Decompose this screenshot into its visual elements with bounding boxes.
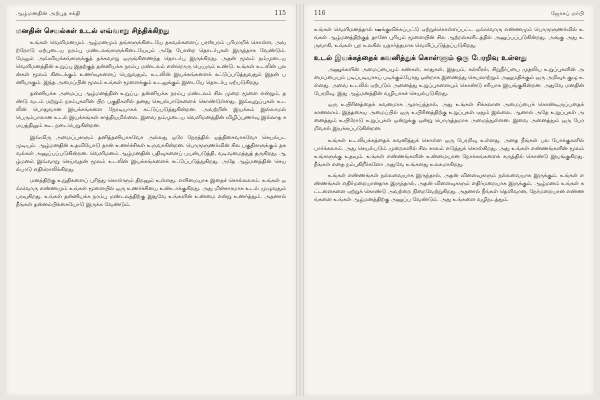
left-page-number: 115 <box>274 10 286 17</box>
left-paragraph-2: தன்னியக்க அமைப்பு ஆழ்மனத்தின் உறுப்பு. தன்னியக்க நரம்பு மண்டலம் சில முறை மூளை என்றும், தண்டு வடம் மற்றும் நரம்புகளின் பிற பகுதிகளில் தனது செயல்பாடுகளைக் கொண்டுள்ளது. இவ்வுறுப்புகள் உடலின் பொதுவான இயக்கங்களை நேரடியாகக் கட்டுப்படுத்துகின்றன. அவற்றின் இயக்கம் இல்லாமல் பெரும்பாலான உடல் இயக்கங்கள் சாத்தியமில்லை. இவை நம்முடைய வெளிமனத்தின் விழிப்புணர்வு இல்லாத சமயத்திலும் கூட நடைபெறுகின்றன. <box>16 91 286 130</box>
right-page-number: 116 <box>314 10 326 17</box>
right-running-title: ஜோசப் மர்பி <box>550 11 584 17</box>
left-paragraph-3: இவ்விரு அமைப்புகளும் தனித்தனியாகவோ அல்லது ஒரே நேரத்தில் ஒத்திசைவாகவோ செயல்பட முடியும். ஆழ்மனதின் உதவியோடு தான் உணர்ச்சிகள் உருவாகின்றன. பொருளுணர்வின் சில பகுதிகளுக்கும் தகவல்கள் அனுப்பப்படுகின்றன. வெளிமனம் ஆழ்மனதின் பதிவுகளைப் பயன்படுத்தி, வடிவமைத்துத் தருகிறது. ஆழ்மனம் இவ்வாறு செய்வதன் மூலம் உடலின் இயக்கங்களைக் கட்டுப்படுத்துகிறது. அதே ஆழ்மனத்தின் செயல்பாடு எதிரொலிக்கிறது. <box>16 134 286 173</box>
left-paragraph-4: மனத்திற்கு உறுதிகளைப் புரிந்து கொள்ளும் திறனும் உள்ளது. எளிமையாக இதைச் சொல்லலாம். உங்கள் ஒவ்வொரு எண்ணமும் உங்கள் மூளையில் ஒரு உணர்ச்சியை உண்டாக்குகிறது. அது மின்சாரமாக உடல் முழுவதும் பரவுகிறது. உங்கள் தன்னியக்க நரம்பு மண்டலத்திற்கு இதுவே உங்களின் உண்மை என்று உணர்த்தும். அதனால் நீங்கள் தன்னம்பிக்கையோடு இருக்க வேண்டும். <box>16 177 286 208</box>
book-gutter <box>299 4 301 396</box>
left-paragraph-1: உங்கள் வெளிமனமும் ஆழ்மனமும் தங்களுக்கிடையே தகவல்களைப் பரஸ்பரம் பரிமாறிக் கொள்ள, அவற்றோடு ஏற்புடைய நரம்பு மண்டலங்களுக்கிடையேயும் அதே போன்ற தொடர்புகள் இருந்தாக வேண்டும். மேலும் அவ்வியக்கங்களுக்குத் தக்கவாறு ஒருங்கிணைந்த தொடர்பு இருக்கிறது. அதன் மூலம் நம்முடைய வெளிமனத்தின் உறுப்பு இதற்குத் தன்னியக்க நரம்பு மண்டலம் என்றொரு பெயரும் உண்டு. உங்கள் உடலின் புலன்கள் மூலம் கிடைக்கும் உணர்வுகளைப் பெறுவதும், உடலின் இயக்கங்களைக் கட்டுப்படுத்துவதும் இதன் பணியாகும். இந்த அமைப்பின் மூலம் உங்கள் மூளைக்கும் உடலுக்கும் இடையே தொடர்பு ஏற்படுகிறது. <box>16 40 286 87</box>
left-running-title: ஆழ்மனதின் அற்புத சக்தி <box>16 11 81 17</box>
right-section-heading: உடல் இயக்கத்தைக் கவனித்துக் கொள்ளும் ஒரு பேரறிவு உள்ளது <box>314 53 528 63</box>
right-page <box>303 4 594 396</box>
left-page <box>6 4 297 396</box>
left-section-heading: மனதின் செயல்கள் உடல் எவ்வாறு சிந்திக்கிறது <box>16 26 170 35</box>
right-paragraph-4: உங்கள் எண்ணங்கள் நல்லவையாக இருந்தால், அதன் விளைவுகளும் நல்லவையாக இருக்கும். உங்கள் எண்ணங்கள் எதிர்மறையானதாக இருந்தால், அதன் விளைவுகளும் எதிர்மறையாக இருக்கும். ஆழ்மனம் உங்கள் கட்டளைகளை ஏற்றுக் கொண்டு அவற்றை நிறைவேற்றுகிறது. அதனால் நீங்கள் தெளிவான, நேர்மறையான எண்ணங்களை உங்கள் ஆழ்மனத்திற்கு அனுப்ப வேண்டும். அது உங்களை வழிநடத்தும். <box>314 172 584 203</box>
right-paragraph-3: உங்கள் உடலியக்கத்தைக் கவனித்துக் கொள்ள ஒரு பேரறிவு உள்ளது. அதை நீங்கள் பல போக்குகளில் பார்க்கலாம். அது செயல்படும் முறைகளில் சில காலம் எடுத்துக் கொள்கிறது. அது உங்கள் எண்ணங்களின் மூலம் உங்களுக்கு உதவும். உங்கள் எண்ணங்களின் உண்மையான நோக்கங்களைக் கருத்தில் கொண்டு இயங்குகிறது. நீங்கள் எதை நம்புகிறீர்களோ அதுவே உங்களது உலகமாகிறது. <box>314 137 584 168</box>
right-page-header <box>314 10 584 21</box>
right-intro-paragraph: உங்கள் வெளிமனத்தால் ஊக்குவிக்கப்பட்டு ஏற்றுக்கொள்ளப்பட்ட ஒவ்வொரு எண்ணமும் பொருளுணர்வில் உங்கள் ஆழ்மனத்திற்குத் தானே புரியும் மூளையின் சில ஆற்றல்களிடத்தில் அனுப்பப்படுகின்றது. அங்கு அது உருவாகி, உங்கள் புற உலகில் யதார்த்தமாக வெளிப்படுத்தப்படுகிறது. <box>314 27 584 50</box>
left-page-header <box>16 10 286 21</box>
right-paragraph-2: ஒரு உயிரினத்தைக் கவனமாக ஆராய்ந்தால், அது உங்கள் சிக்கலான அமைப்பைக் கொண்டிருப்பதைக் காணலாம். இத்தகைய அமைப்பில் ஒரு உயிரினத்திற்கு உறுப்புகள் ஏதும் இல்லை. ஆனால் அதே உறுப்புகள் அனைத்தும் உயிரோடு உறுப்புகள் ஒன்றுக்கு ஒன்று பொருத்தமாக அமைந்துள்ளன. இவை அனைத்தும் ஒரு பேரறிவால் இயக்கப்படுகின்றன. <box>314 102 584 133</box>
right-paragraph-1: அணுக்களின் அமைப்பையும் கண்கள், காதுகள், இதயம், கல்லீரல், சிறுநீர்ப்பை முதலிய உறுப்புகளின் அமைப்பையும் படிப்படியாகப் படிக்கும்போது ஒன்றாக இணைந்து செயலாற்றும் அனுமதிக்கும் ஒரு அறிவுக் குழு உள்ளது. அவை உடலில் ஏற்படும் அனைத்து உறுப்புகளையும் கொண்டு சரியாக இயங்குகின்றன. அதுவே மனதின் பேரறிவு. இது ஆழ்மனத்தின் வழியாகச் செயல்படுகிறது. <box>314 67 584 98</box>
